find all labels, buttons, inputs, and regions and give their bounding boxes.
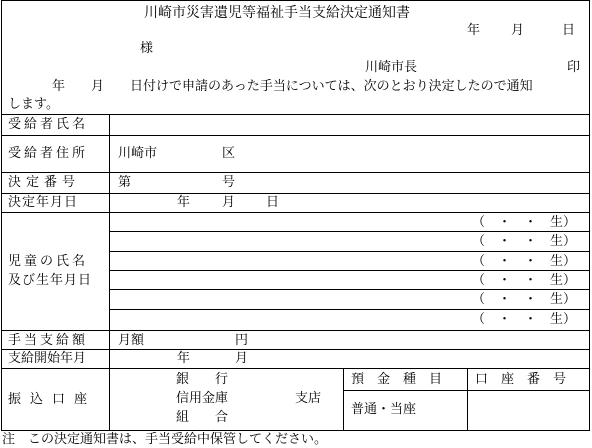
child-birth-5: （ ・ ・ 生）: [472, 292, 577, 307]
issuer: 川崎市長: [365, 60, 418, 75]
header-day: 日: [562, 23, 576, 38]
decision-date-month: 月: [222, 195, 236, 210]
header-month: 月: [511, 23, 525, 38]
payment-start-label: 支給開始年月: [8, 351, 87, 366]
row-line: [1, 330, 590, 331]
decision-date-year: 年: [177, 195, 191, 210]
child-birth-2: （ ・ ・ 生）: [472, 234, 577, 249]
account-divider-1: [343, 368, 344, 431]
recipient-address-label: 受給者住所: [8, 146, 89, 161]
recipient-name-label: 受給者氏名: [8, 117, 89, 132]
children-label-line2: 及び生年月日: [8, 273, 93, 288]
row-line: [1, 212, 590, 213]
frame-left: [1, 0, 2, 431]
row-line: [1, 349, 590, 350]
address-ward: 区: [222, 146, 236, 161]
table-bottom-line: [1, 430, 590, 431]
child-row-line: [109, 289, 590, 290]
child-birth-6: （ ・ ・ 生）: [472, 312, 577, 327]
bank-type-cooperative: 組 合: [176, 410, 229, 425]
table-top-line: [1, 114, 590, 115]
decision-number-label: 決定番号: [8, 175, 81, 190]
decision-number-suffix: 号: [222, 175, 236, 190]
bank-type-credit-union: 信用金庫: [176, 391, 229, 406]
decision-date-day: 日: [266, 195, 280, 210]
label-column-divider: [109, 114, 110, 431]
child-birth-1: （ ・ ・ 生）: [472, 215, 577, 230]
row-line: [1, 172, 590, 173]
header-year: 年: [467, 23, 481, 38]
deposit-type-value: 普通・当座: [351, 402, 417, 417]
seal-mark: 印: [567, 60, 581, 75]
payment-start-year: 年: [177, 351, 191, 366]
account-divider-2: [467, 368, 468, 431]
branch-suffix: 支店: [295, 391, 322, 406]
row-line: [1, 193, 590, 194]
bank-type-bank: 銀 行: [176, 372, 229, 387]
allowance-unit: 円: [235, 333, 249, 348]
document-title: 川崎市災害遺児等福祉手当支給決定通知書: [144, 5, 410, 21]
footnote: 注 この決定通知書は、手当受給中保管してください。: [2, 432, 328, 447]
child-birth-4: （ ・ ・ 生）: [472, 273, 577, 288]
decision-date-label: 決定年月日: [8, 195, 79, 210]
row-line: [1, 368, 590, 369]
account-number-header: 口 座 番 号: [475, 372, 567, 387]
address-city: 川崎市: [118, 146, 158, 161]
children-label-line1: 児童の氏名: [8, 254, 89, 269]
transfer-account-label: 振込口座: [8, 392, 97, 407]
row-line: [1, 135, 590, 136]
payment-start-month: 月: [235, 351, 249, 366]
child-row-line: [109, 231, 590, 232]
child-row-line: [109, 251, 590, 252]
frame-right: [589, 0, 590, 431]
child-row-line: [109, 309, 590, 310]
frame-top: [1, 0, 590, 1]
allowance-prefix: 月額: [118, 333, 145, 348]
body-text-line1: 年 月 日付けで申請のあった手当については、次のとおり決定したので通知: [52, 79, 533, 94]
child-row-line: [109, 270, 590, 271]
addressee-suffix: 様: [140, 41, 154, 56]
child-birth-3: （ ・ ・ 生）: [472, 254, 577, 269]
allowance-amount-label: 手当支給額: [8, 333, 89, 348]
body-text-line2: します。: [8, 97, 59, 112]
deposit-type-header: 預 金 種 目: [351, 372, 443, 387]
decision-number-prefix: 第: [118, 175, 132, 190]
